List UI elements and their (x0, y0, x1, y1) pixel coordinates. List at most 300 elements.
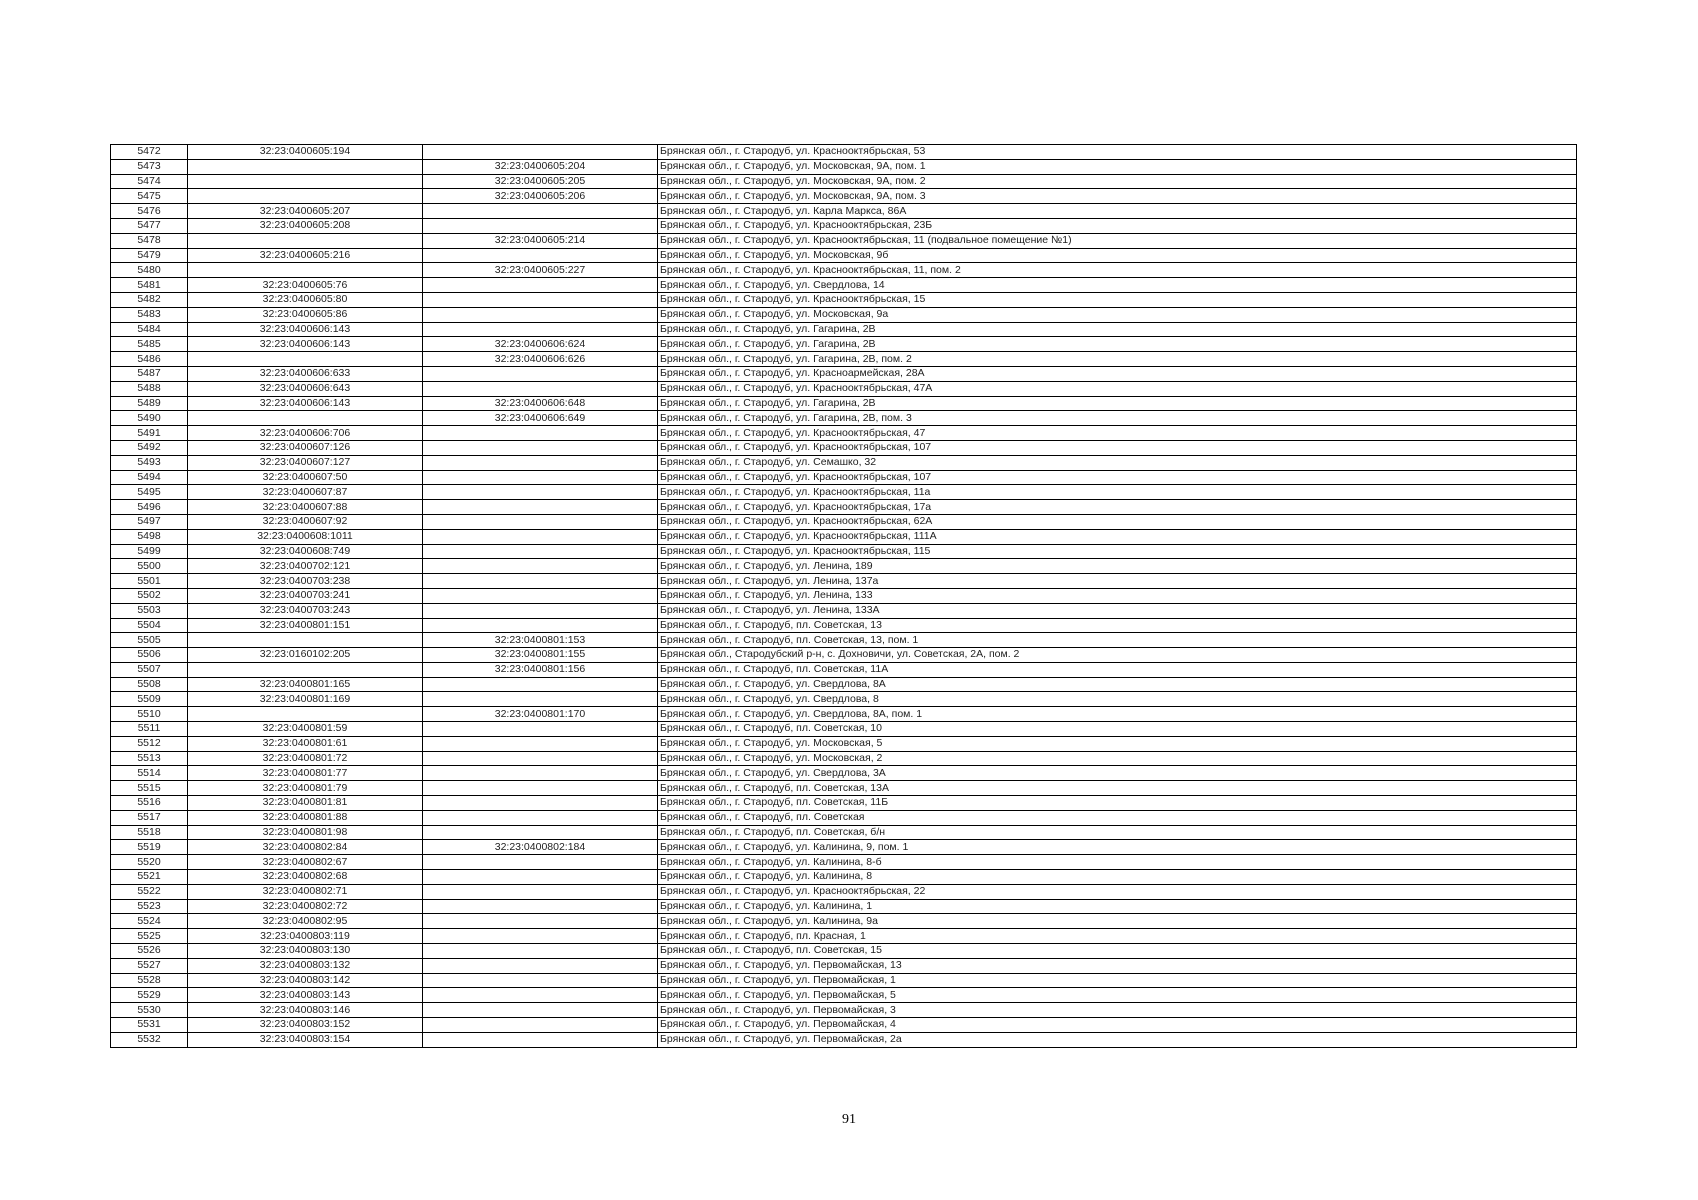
table-row (111, 588, 1577, 603)
table-row (111, 440, 1577, 455)
address-cell: Брянская обл., г. Стародуб, пл. Советская (658, 810, 1577, 825)
object-cadastral-cell (423, 1003, 658, 1018)
row-number-cell: 5514 (111, 766, 188, 781)
land-cadastral-cell: 32:23:0400802:95 (188, 914, 423, 929)
address-cell: Брянская обл., г. Стародуб, ул. Свердлова, 8А, пом. 1 (658, 707, 1577, 722)
object-cadastral-cell (423, 307, 658, 322)
row-number-cell: 5488 (111, 381, 188, 396)
land-cadastral-cell: 32:23:0400606:643 (188, 381, 423, 396)
land-cadastral-cell: 32:23:0400801:169 (188, 692, 423, 707)
address-cell: Брянская обл., г. Стародуб, ул. Краснооктябрьская, 53 (658, 145, 1577, 160)
address-cell: Брянская обл., г. Стародуб, ул. Калинина, 9а (658, 914, 1577, 929)
table-row (111, 248, 1577, 263)
table-row (111, 233, 1577, 248)
row-number-cell: 5505 (111, 633, 188, 648)
object-cadastral-cell (423, 559, 658, 574)
object-cadastral-cell (423, 514, 658, 529)
address-cell: Брянская обл., г. Стародуб, ул. Свердлова, 8 (658, 692, 1577, 707)
table-row (111, 381, 1577, 396)
table-row (111, 189, 1577, 204)
land-cadastral-cell (188, 411, 423, 426)
row-number-cell: 5490 (111, 411, 188, 426)
object-cadastral-cell: 32:23:0400606:624 (423, 337, 658, 352)
row-number-cell: 5511 (111, 722, 188, 737)
table-row (111, 352, 1577, 367)
table-row (111, 396, 1577, 411)
land-cadastral-cell: 32:23:0400607:87 (188, 485, 423, 500)
row-number-cell: 5509 (111, 692, 188, 707)
table-row (111, 884, 1577, 899)
object-cadastral-cell (423, 899, 658, 914)
object-cadastral-cell (423, 944, 658, 959)
address-cell: Брянская обл., г. Стародуб, ул. Ленина, 189 (658, 559, 1577, 574)
table-row (111, 973, 1577, 988)
row-number-cell: 5523 (111, 899, 188, 914)
row-number-cell: 5527 (111, 958, 188, 973)
table-row (111, 825, 1577, 840)
row-number-cell: 5530 (111, 1003, 188, 1018)
object-cadastral-cell (423, 677, 658, 692)
object-cadastral-cell (423, 988, 658, 1003)
land-cadastral-cell: 32:23:0400703:238 (188, 574, 423, 589)
object-cadastral-cell: 32:23:0400801:153 (423, 633, 658, 648)
row-number-cell: 5526 (111, 944, 188, 959)
object-cadastral-cell (423, 544, 658, 559)
object-cadastral-cell (423, 751, 658, 766)
address-cell: Брянская обл., г. Стародуб, ул. Краснооктябрьская, 115 (658, 544, 1577, 559)
table-row (111, 307, 1577, 322)
table-row (111, 870, 1577, 885)
land-cadastral-cell: 32:23:0400607:126 (188, 440, 423, 455)
object-cadastral-cell (423, 870, 658, 885)
land-cadastral-cell: 32:23:0160102:205 (188, 648, 423, 663)
row-number-cell: 5502 (111, 588, 188, 603)
land-cadastral-cell: 32:23:0400703:241 (188, 588, 423, 603)
table-row (111, 633, 1577, 648)
address-cell: Брянская обл., г. Стародуб, ул. Краснооктябрьская, 23Б (658, 218, 1577, 233)
address-cell: Брянская обл., г. Стародуб, ул. Краснооктябрьская, 47 (658, 426, 1577, 441)
land-cadastral-cell: 32:23:0400607:127 (188, 455, 423, 470)
object-cadastral-cell: 32:23:0400605:205 (423, 174, 658, 189)
address-cell: Брянская обл., г. Стародуб, ул. Карла Маркса, 86А (658, 204, 1577, 219)
row-number-cell: 5525 (111, 929, 188, 944)
table-row (111, 781, 1577, 796)
table-row (111, 810, 1577, 825)
address-cell: Брянская обл., г. Стародуб, ул. Первомайская, 3 (658, 1003, 1577, 1018)
table-row (111, 559, 1577, 574)
table-row (111, 204, 1577, 219)
land-cadastral-cell: 32:23:0400801:79 (188, 781, 423, 796)
object-cadastral-cell (423, 248, 658, 263)
row-number-cell: 5521 (111, 870, 188, 885)
row-number-cell: 5479 (111, 248, 188, 263)
object-cadastral-cell (423, 588, 658, 603)
table-row (111, 174, 1577, 189)
row-number-cell: 5472 (111, 145, 188, 160)
row-number-cell: 5501 (111, 574, 188, 589)
address-cell: Брянская обл., г. Стародуб, ул. Краснооктябрьская, 11 (подвальное помещение №1) (658, 233, 1577, 248)
table-row (111, 707, 1577, 722)
row-number-cell: 5494 (111, 470, 188, 485)
object-cadastral-cell (423, 574, 658, 589)
land-cadastral-cell: 32:23:0400607:88 (188, 500, 423, 515)
table-row (111, 618, 1577, 633)
address-cell: Брянская обл., г. Стародуб, ул. Гагарина, 2В, пом. 2 (658, 352, 1577, 367)
land-cadastral-cell: 32:23:0400702:121 (188, 559, 423, 574)
object-cadastral-cell (423, 145, 658, 160)
row-number-cell: 5517 (111, 810, 188, 825)
row-number-cell: 5499 (111, 544, 188, 559)
table-row (111, 958, 1577, 973)
object-cadastral-cell (423, 426, 658, 441)
address-cell: Брянская обл., г. Стародуб, ул. Московская, 9А, пом. 1 (658, 159, 1577, 174)
object-cadastral-cell (423, 322, 658, 337)
address-cell: Брянская обл., г. Стародуб, пл. Советская, 15 (658, 944, 1577, 959)
object-cadastral-cell: 32:23:0400605:204 (423, 159, 658, 174)
land-cadastral-cell: 32:23:0400606:143 (188, 337, 423, 352)
land-cadastral-cell: 32:23:0400605:216 (188, 248, 423, 263)
row-number-cell: 5510 (111, 707, 188, 722)
table-row (111, 736, 1577, 751)
land-cadastral-cell: 32:23:0400605:86 (188, 307, 423, 322)
address-cell: Брянская обл., г. Стародуб, ул. Ленина, 133А (658, 603, 1577, 618)
land-cadastral-cell: 32:23:0400803:142 (188, 973, 423, 988)
table-row (111, 263, 1577, 278)
table-row (111, 218, 1577, 233)
row-number-cell: 5519 (111, 840, 188, 855)
land-cadastral-cell: 32:23:0400803:154 (188, 1032, 423, 1047)
object-cadastral-cell (423, 722, 658, 737)
land-cadastral-cell (188, 189, 423, 204)
address-cell: Брянская обл., г. Стародуб, ул. Московская, 2 (658, 751, 1577, 766)
row-number-cell: 5491 (111, 426, 188, 441)
row-number-cell: 5512 (111, 736, 188, 751)
table-row (111, 366, 1577, 381)
address-cell: Брянская обл., г. Стародуб, пл. Советская, 11А (658, 662, 1577, 677)
table-row (111, 322, 1577, 337)
land-cadastral-cell: 32:23:0400802:68 (188, 870, 423, 885)
row-number-cell: 5495 (111, 485, 188, 500)
land-cadastral-cell: 32:23:0400803:143 (188, 988, 423, 1003)
address-cell: Брянская обл., г. Стародуб, ул. Краснооктябрьская, 17а (658, 500, 1577, 515)
row-number-cell: 5497 (111, 514, 188, 529)
row-number-cell: 5483 (111, 307, 188, 322)
address-cell: Брянская обл., г. Стародуб, ул. Краснооктябрьская, 62А (658, 514, 1577, 529)
address-cell: Брянская обл., г. Стародуб, ул. Московская, 9А, пом. 2 (658, 174, 1577, 189)
land-cadastral-cell: 32:23:0400608:749 (188, 544, 423, 559)
object-cadastral-cell (423, 218, 658, 233)
land-cadastral-cell: 32:23:0400803:132 (188, 958, 423, 973)
table-row (111, 766, 1577, 781)
table-row (111, 470, 1577, 485)
table-row (111, 159, 1577, 174)
land-cadastral-cell: 32:23:0400608:1011 (188, 529, 423, 544)
object-cadastral-cell (423, 973, 658, 988)
land-cadastral-cell: 32:23:0400802:71 (188, 884, 423, 899)
object-cadastral-cell (423, 958, 658, 973)
row-number-cell: 5477 (111, 218, 188, 233)
address-cell: Брянская обл., г. Стародуб, ул. Гагарина, 2В, пом. 3 (658, 411, 1577, 426)
address-cell: Брянская обл., г. Стародуб, ул. Гагарина, 2В (658, 337, 1577, 352)
object-cadastral-cell: 32:23:0400801:155 (423, 648, 658, 663)
table-row (111, 574, 1577, 589)
row-number-cell: 5529 (111, 988, 188, 1003)
row-number-cell: 5531 (111, 1018, 188, 1033)
object-cadastral-cell (423, 796, 658, 811)
land-cadastral-cell: 32:23:0400607:92 (188, 514, 423, 529)
table-row (111, 722, 1577, 737)
address-cell: Брянская обл., г. Стародуб, ул. Первомайская, 4 (658, 1018, 1577, 1033)
land-cadastral-cell: 32:23:0400802:67 (188, 855, 423, 870)
land-cadastral-cell: 32:23:0400605:194 (188, 145, 423, 160)
object-cadastral-cell (423, 825, 658, 840)
address-cell: Брянская обл., г. Стародуб, ул. Свердлова, 3А (658, 766, 1577, 781)
table-row (111, 485, 1577, 500)
address-cell: Брянская обл., г. Стародуб, ул. Гагарина, 2В (658, 322, 1577, 337)
address-cell: Брянская обл., г. Стародуб, ул. Краснооктябрьская, 107 (658, 470, 1577, 485)
address-cell: Брянская обл., г. Стародуб, пл. Советская, 10 (658, 722, 1577, 737)
address-cell: Брянская обл., г. Стародуб, пл. Красная, 1 (658, 929, 1577, 944)
land-cadastral-cell: 32:23:0400606:706 (188, 426, 423, 441)
row-number-cell: 5489 (111, 396, 188, 411)
address-cell: Брянская обл., г. Стародуб, ул. Московская, 5 (658, 736, 1577, 751)
land-cadastral-cell: 32:23:0400605:76 (188, 278, 423, 293)
address-cell: Брянская обл., г. Стародуб, ул. Гагарина, 2В (658, 396, 1577, 411)
land-cadastral-cell: 32:23:0400801:77 (188, 766, 423, 781)
row-number-cell: 5492 (111, 440, 188, 455)
land-cadastral-cell: 32:23:0400605:208 (188, 218, 423, 233)
address-cell: Брянская обл., г. Стародуб, ул. Свердлова, 14 (658, 278, 1577, 293)
object-cadastral-cell (423, 1018, 658, 1033)
address-cell: Брянская обл., г. Стародуб, ул. Семашко, 32 (658, 455, 1577, 470)
address-cell: Брянская обл., г. Стародуб, ул. Ленина, 137а (658, 574, 1577, 589)
land-cadastral-cell (188, 174, 423, 189)
row-number-cell: 5474 (111, 174, 188, 189)
table-row (111, 796, 1577, 811)
object-cadastral-cell: 32:23:0400801:156 (423, 662, 658, 677)
land-cadastral-cell: 32:23:0400803:146 (188, 1003, 423, 1018)
object-cadastral-cell: 32:23:0400606:626 (423, 352, 658, 367)
address-cell: Брянская обл., г. Стародуб, ул. Первомайская, 5 (658, 988, 1577, 1003)
address-cell: Брянская обл., г. Стародуб, ул. Ленина, 133 (658, 588, 1577, 603)
row-number-cell: 5496 (111, 500, 188, 515)
address-cell: Брянская обл., г. Стародуб, ул. Калинина, 9, пом. 1 (658, 840, 1577, 855)
land-cadastral-cell (188, 633, 423, 648)
land-cadastral-cell (188, 707, 423, 722)
address-cell: Брянская обл., г. Стародуб, ул. Краснооктябрьская, 107 (658, 440, 1577, 455)
land-cadastral-cell (188, 233, 423, 248)
address-cell: Брянская обл., г. Стародуб, ул. Краснооктябрьская, 47А (658, 381, 1577, 396)
row-number-cell: 5480 (111, 263, 188, 278)
row-number-cell: 5513 (111, 751, 188, 766)
object-cadastral-cell (423, 381, 658, 396)
row-number-cell: 5518 (111, 825, 188, 840)
address-cell: Брянская обл., г. Стародуб, ул. Краснооктябрьская, 15 (658, 292, 1577, 307)
table-row (111, 677, 1577, 692)
address-cell: Брянская обл., г. Стародуб, ул. Московская, 9б (658, 248, 1577, 263)
object-cadastral-cell (423, 736, 658, 751)
address-cell: Брянская обл., г. Стародуб, ул. Калинина, 1 (658, 899, 1577, 914)
table-row (111, 455, 1577, 470)
land-cadastral-cell: 32:23:0400802:84 (188, 840, 423, 855)
land-cadastral-cell: 32:23:0400801:98 (188, 825, 423, 840)
address-cell: Брянская обл., г. Стародуб, ул. Краснооктябрьская, 22 (658, 884, 1577, 899)
table-row (111, 840, 1577, 855)
row-number-cell: 5508 (111, 677, 188, 692)
land-cadastral-cell: 32:23:0400607:50 (188, 470, 423, 485)
row-number-cell: 5473 (111, 159, 188, 174)
row-number-cell: 5493 (111, 455, 188, 470)
table-row (111, 944, 1577, 959)
land-cadastral-cell (188, 263, 423, 278)
object-cadastral-cell (423, 1032, 658, 1047)
row-number-cell: 5481 (111, 278, 188, 293)
table-row (111, 145, 1577, 160)
address-cell: Брянская обл., г. Стародуб, ул. Московская, 9А, пом. 3 (658, 189, 1577, 204)
land-cadastral-cell: 32:23:0400803:152 (188, 1018, 423, 1033)
address-cell: Брянская обл., г. Стародуб, пл. Советская, 13 (658, 618, 1577, 633)
land-cadastral-cell: 32:23:0400801:88 (188, 810, 423, 825)
address-cell: Брянская обл., г. Стародуб, ул. Калинина, 8 (658, 870, 1577, 885)
land-cadastral-cell: 32:23:0400606:143 (188, 396, 423, 411)
table-row (111, 929, 1577, 944)
land-cadastral-cell (188, 352, 423, 367)
table-row (111, 751, 1577, 766)
row-number-cell: 5515 (111, 781, 188, 796)
object-cadastral-cell (423, 810, 658, 825)
object-cadastral-cell (423, 204, 658, 219)
row-number-cell: 5532 (111, 1032, 188, 1047)
land-cadastral-cell: 32:23:0400801:59 (188, 722, 423, 737)
row-number-cell: 5475 (111, 189, 188, 204)
table-row (111, 662, 1577, 677)
table-row (111, 603, 1577, 618)
object-cadastral-cell (423, 292, 658, 307)
object-cadastral-cell: 32:23:0400802:184 (423, 840, 658, 855)
land-cadastral-cell: 32:23:0400801:165 (188, 677, 423, 692)
row-number-cell: 5487 (111, 366, 188, 381)
registry-table (110, 144, 1577, 1048)
table-row (111, 1032, 1577, 1047)
land-cadastral-cell: 32:23:0400605:80 (188, 292, 423, 307)
address-cell: Брянская обл., г. Стародуб, пл. Советская, 11Б (658, 796, 1577, 811)
row-number-cell: 5485 (111, 337, 188, 352)
address-cell: Брянская обл., г. Стародуб, ул. Краснооктябрьская, 11, пом. 2 (658, 263, 1577, 278)
address-cell: Брянская обл., г. Стародуб, ул. Краснооктябрьская, 11а (658, 485, 1577, 500)
row-number-cell: 5506 (111, 648, 188, 663)
object-cadastral-cell (423, 855, 658, 870)
row-number-cell: 5498 (111, 529, 188, 544)
table-row (111, 544, 1577, 559)
object-cadastral-cell (423, 766, 658, 781)
page-number: 91 (842, 1112, 856, 1127)
object-cadastral-cell: 32:23:0400605:214 (423, 233, 658, 248)
address-cell: Брянская обл., Стародубский р-н, с. Дохновичи, ул. Советская, 2А, пом. 2 (658, 648, 1577, 663)
object-cadastral-cell (423, 529, 658, 544)
object-cadastral-cell (423, 440, 658, 455)
object-cadastral-cell (423, 781, 658, 796)
object-cadastral-cell (423, 455, 658, 470)
object-cadastral-cell (423, 470, 658, 485)
table-row (111, 988, 1577, 1003)
table-row (111, 1003, 1577, 1018)
table-row (111, 426, 1577, 441)
table-row (111, 914, 1577, 929)
object-cadastral-cell (423, 692, 658, 707)
object-cadastral-cell: 32:23:0400606:649 (423, 411, 658, 426)
object-cadastral-cell: 32:23:0400801:170 (423, 707, 658, 722)
table-row (111, 411, 1577, 426)
land-cadastral-cell: 32:23:0400803:119 (188, 929, 423, 944)
land-cadastral-cell: 32:23:0400801:151 (188, 618, 423, 633)
row-number-cell: 5484 (111, 322, 188, 337)
row-number-cell: 5486 (111, 352, 188, 367)
address-cell: Брянская обл., г. Стародуб, ул. Первомайская, 2а (658, 1032, 1577, 1047)
address-cell: Брянская обл., г. Стародуб, ул. Первомайская, 1 (658, 973, 1577, 988)
land-cadastral-cell: 32:23:0400801:72 (188, 751, 423, 766)
row-number-cell: 5478 (111, 233, 188, 248)
row-number-cell: 5503 (111, 603, 188, 618)
address-cell: Брянская обл., г. Стародуб, ул. Калинина, 8-б (658, 855, 1577, 870)
land-cadastral-cell (188, 662, 423, 677)
object-cadastral-cell (423, 500, 658, 515)
land-cadastral-cell: 32:23:0400801:61 (188, 736, 423, 751)
object-cadastral-cell: 32:23:0400606:648 (423, 396, 658, 411)
object-cadastral-cell (423, 884, 658, 899)
land-cadastral-cell: 32:23:0400802:72 (188, 899, 423, 914)
row-number-cell: 5507 (111, 662, 188, 677)
address-cell: Брянская обл., г. Стародуб, ул. Свердлова, 8А (658, 677, 1577, 692)
table-row (111, 855, 1577, 870)
row-number-cell: 5524 (111, 914, 188, 929)
land-cadastral-cell (188, 159, 423, 174)
address-cell: Брянская обл., г. Стародуб, пл. Советская, 13А (658, 781, 1577, 796)
land-cadastral-cell: 32:23:0400703:243 (188, 603, 423, 618)
registry-body (111, 145, 1577, 1048)
row-number-cell: 5476 (111, 204, 188, 219)
object-cadastral-cell (423, 278, 658, 293)
row-number-cell: 5482 (111, 292, 188, 307)
object-cadastral-cell (423, 366, 658, 381)
table-row (111, 529, 1577, 544)
object-cadastral-cell (423, 485, 658, 500)
row-number-cell: 5522 (111, 884, 188, 899)
address-cell: Брянская обл., г. Стародуб, пл. Советская, 13, пом. 1 (658, 633, 1577, 648)
table-row (111, 514, 1577, 529)
row-number-cell: 5520 (111, 855, 188, 870)
table-row (111, 899, 1577, 914)
land-cadastral-cell: 32:23:0400605:207 (188, 204, 423, 219)
row-number-cell: 5500 (111, 559, 188, 574)
land-cadastral-cell: 32:23:0400801:81 (188, 796, 423, 811)
object-cadastral-cell: 32:23:0400605:206 (423, 189, 658, 204)
table-row (111, 1018, 1577, 1033)
land-cadastral-cell: 32:23:0400803:130 (188, 944, 423, 959)
address-cell: Брянская обл., г. Стародуб, пл. Советская, б/н (658, 825, 1577, 840)
row-number-cell: 5516 (111, 796, 188, 811)
land-cadastral-cell: 32:23:0400606:143 (188, 322, 423, 337)
land-cadastral-cell: 32:23:0400606:633 (188, 366, 423, 381)
address-cell: Брянская обл., г. Стародуб, ул. Московская, 9а (658, 307, 1577, 322)
object-cadastral-cell (423, 929, 658, 944)
table-row (111, 648, 1577, 663)
table-row (111, 292, 1577, 307)
row-number-cell: 5528 (111, 973, 188, 988)
address-cell: Брянская обл., г. Стародуб, ул. Красноармейская, 28А (658, 366, 1577, 381)
object-cadastral-cell: 32:23:0400605:227 (423, 263, 658, 278)
object-cadastral-cell (423, 618, 658, 633)
table-row (111, 337, 1577, 352)
